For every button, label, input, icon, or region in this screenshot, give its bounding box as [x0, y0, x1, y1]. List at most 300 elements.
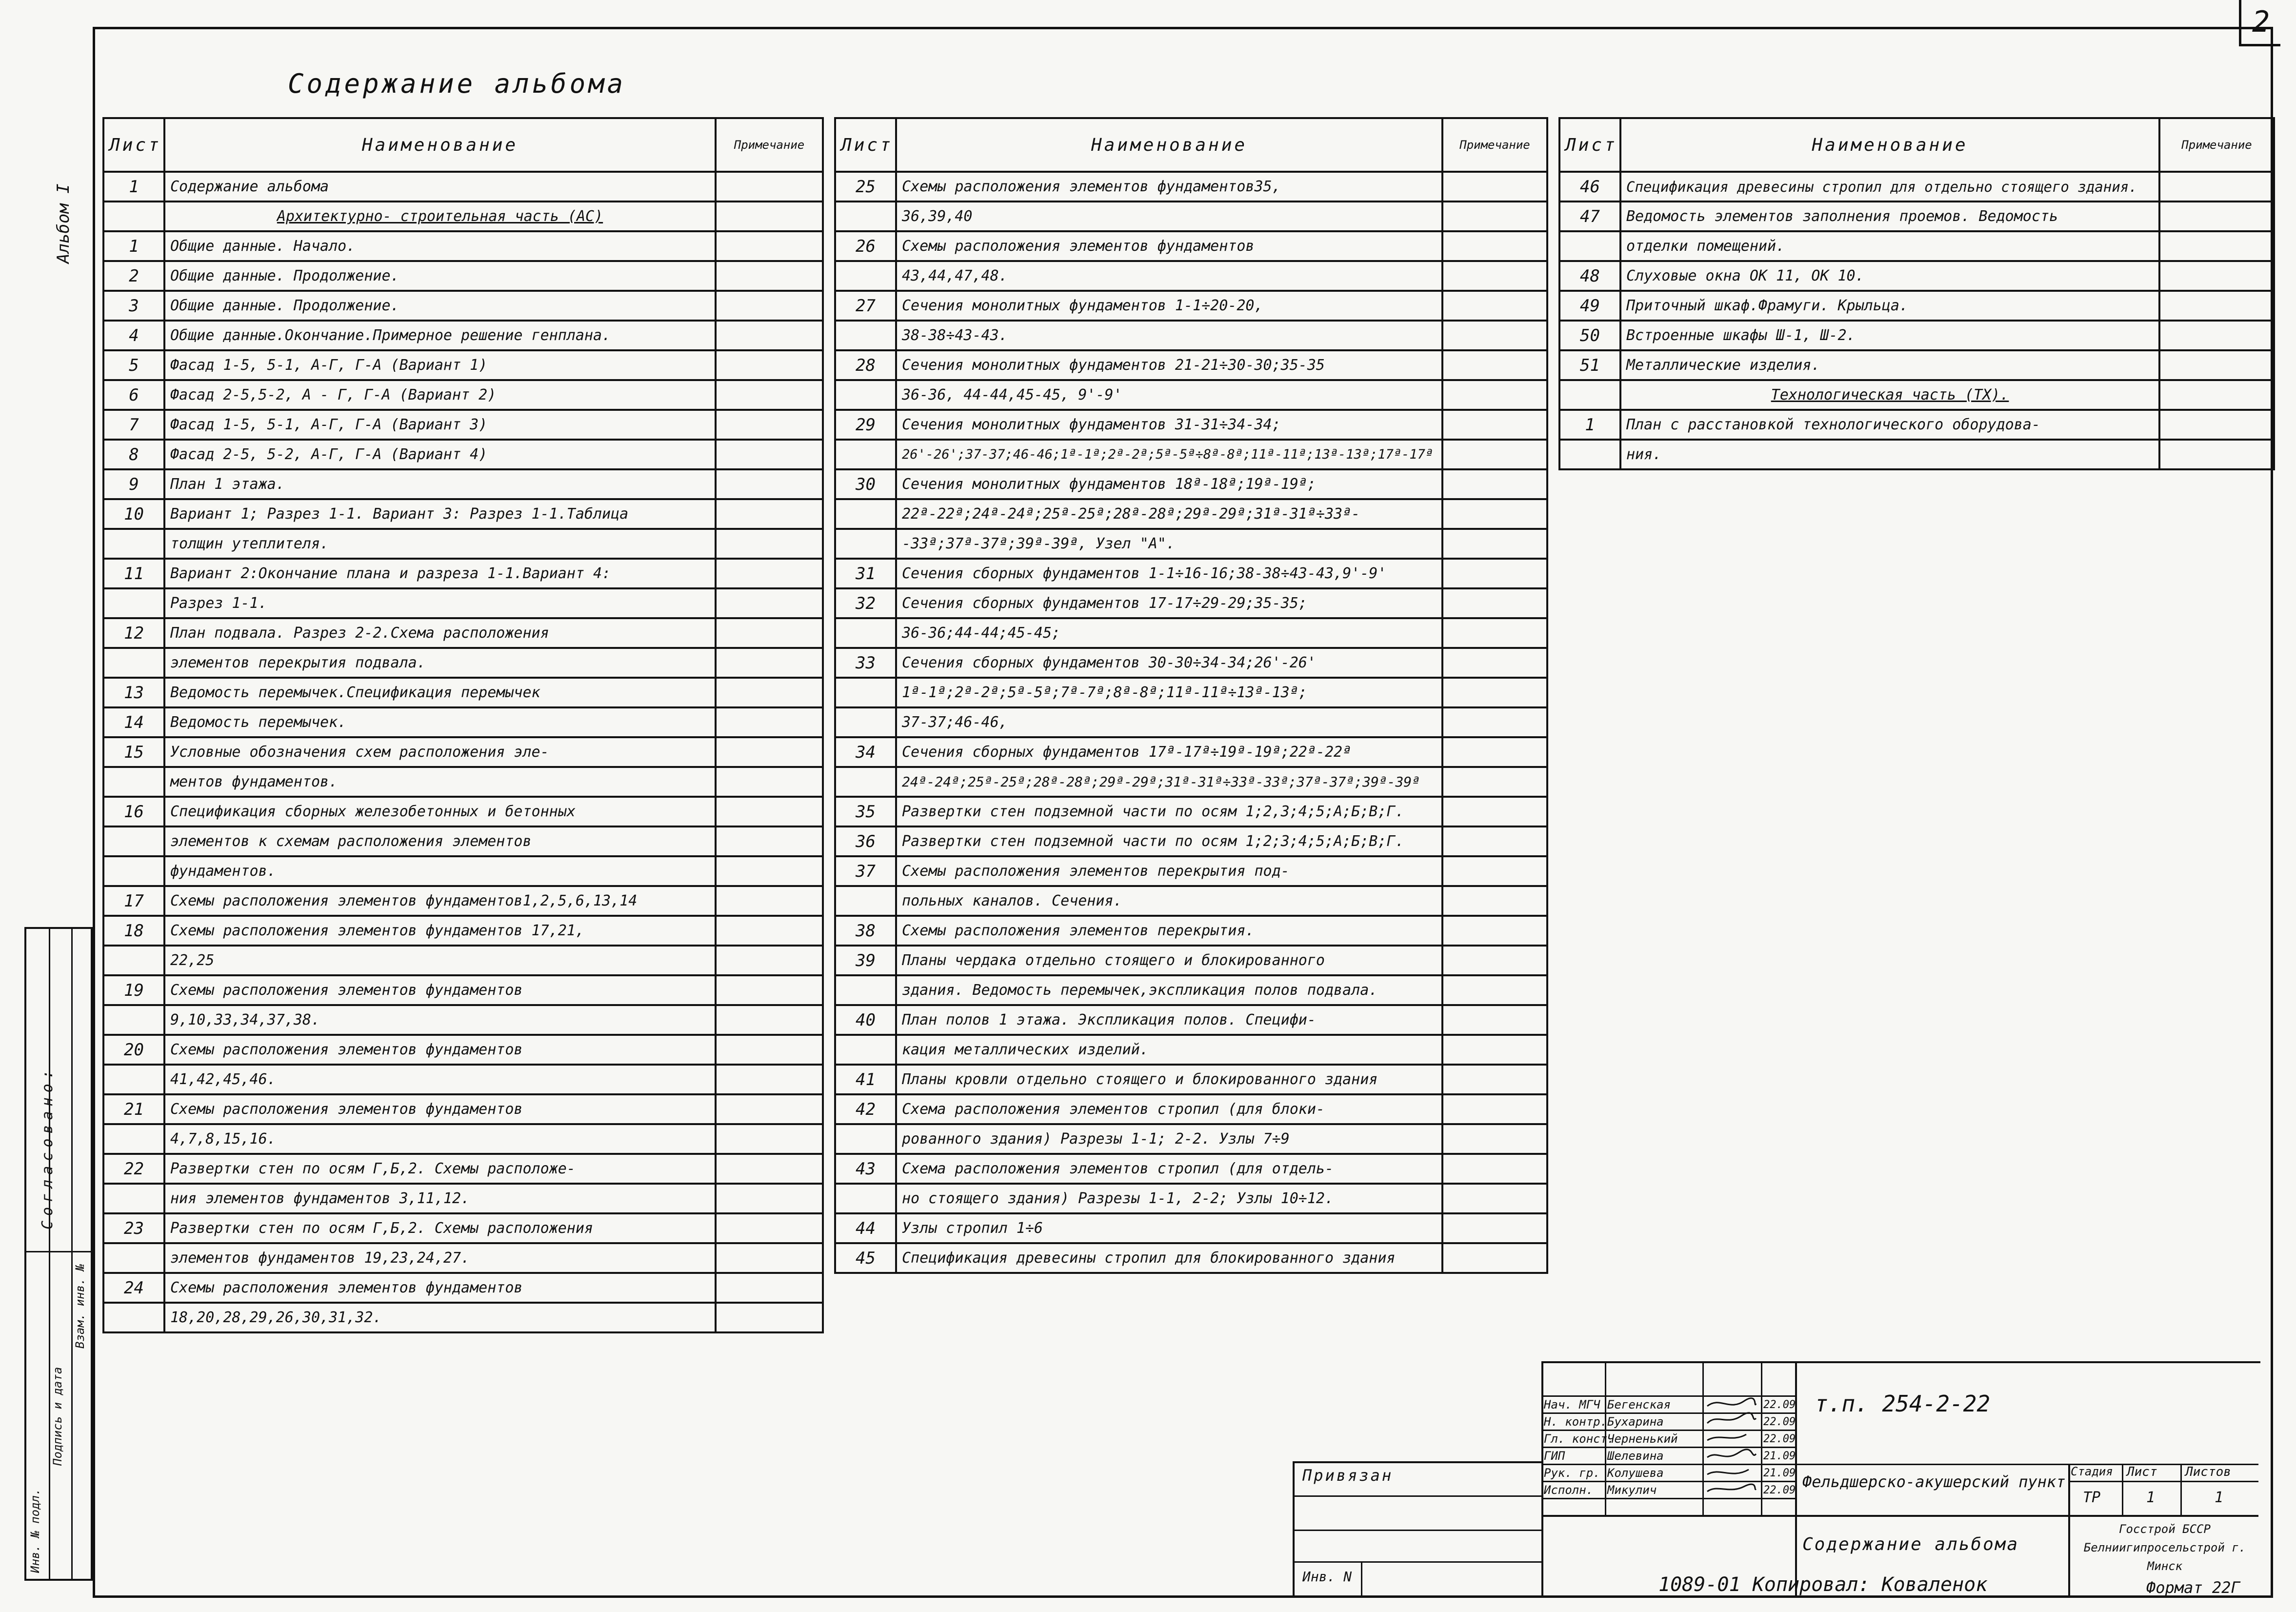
date-6: 22.09 [1763, 1484, 1796, 1496]
table-row [103, 618, 823, 648]
note-cell [2159, 291, 2274, 321]
stage-value: ТР [2083, 1489, 2101, 1506]
sheet-number-cell: 41 [835, 1065, 896, 1094]
table-row [835, 350, 1547, 380]
sheet-number-cell [835, 886, 896, 916]
sheet-name-cell: 36-36;44-44;45-45; [896, 618, 1442, 648]
sheet-name-cell: План с расстановкой технологического оборудова- [1620, 410, 2159, 440]
note-cell [716, 321, 823, 350]
table-row [103, 707, 823, 737]
sheet-name-cell: фундаментов. [164, 856, 716, 886]
sheet-name-cell: польных каналов. Сечения. [896, 886, 1442, 916]
approval-strip [24, 927, 93, 1581]
sheet-number-cell [835, 261, 896, 291]
table-row [103, 291, 823, 321]
sheet-number-cell: 11 [103, 559, 164, 588]
sheet-number-cell [835, 678, 896, 707]
sheet-number-cell [103, 1005, 164, 1035]
note-cell [716, 1273, 823, 1303]
table-row [835, 559, 1547, 588]
sheet-number-cell: 36 [835, 826, 896, 856]
sheet-name-cell: Сечения сборных фундаментов 17-17÷29-29;35-35; [896, 588, 1442, 618]
sheet-number-cell [103, 1124, 164, 1154]
sheet-name-cell: Планы чердака отдельно стоящего и блокированного [896, 946, 1442, 975]
note-cell [716, 856, 823, 886]
table-row [103, 886, 823, 916]
sheet-number-cell [1559, 231, 1620, 261]
table-row [835, 469, 1547, 499]
table-row [103, 1213, 823, 1243]
sheet-number: 2 [2252, 5, 2270, 39]
note-cell [716, 1035, 823, 1065]
sheet-name-cell: Схемы расположения элементов фундаментов [896, 231, 1442, 261]
sheet-name-cell: 4,7,8,15,16. [164, 1124, 716, 1154]
note-cell [716, 261, 823, 291]
note-cell [2159, 380, 2274, 410]
table-row [835, 440, 1547, 469]
table-row [835, 499, 1547, 529]
sheet-name-cell: Схема расположения элементов стропил (для блоки- [896, 1094, 1442, 1124]
name-6: Микулич [1607, 1483, 1657, 1497]
sheet-name-cell: элементов перекрытия подвала. [164, 648, 716, 678]
sheet-name-cell: 22ª-22ª;24ª-24ª;25ª-25ª;28ª-28ª;29ª-29ª;31ª-31ª÷33ª- [896, 499, 1442, 529]
sheet-name-cell: Ведомость элементов заполнения проемов. Ведомость [1620, 202, 2159, 231]
sheet-number-cell: 50 [1559, 321, 1620, 350]
sheet-number-cell: 20 [103, 1035, 164, 1065]
sheet-name-cell: Содержание альбома [164, 172, 716, 202]
sheet-name-cell: Сечения монолитных фундаментов 18ª-18ª;19ª-19ª; [896, 469, 1442, 499]
note-cell [1442, 499, 1547, 529]
note-cell [716, 678, 823, 707]
note-cell [716, 618, 823, 648]
date-2: 22.09 [1763, 1416, 1796, 1428]
sheet-name-cell: Схемы расположения элементов фундаментов1,2,5,6,13,14 [164, 886, 716, 916]
sheet-number-cell: 49 [1559, 291, 1620, 321]
table-row [1559, 380, 2274, 410]
table-row [103, 1184, 823, 1213]
sheet-number-cell [103, 826, 164, 856]
note-cell [716, 826, 823, 856]
sheet-number-cell: 40 [835, 1005, 896, 1035]
sheet-name-cell: 1ª-1ª;2ª-2ª;5ª-5ª;7ª-7ª;8ª-8ª;11ª-11ª÷13ª-13ª; [896, 678, 1442, 707]
table-row [103, 1273, 823, 1303]
sheet-name-cell: План полов 1 этажа. Экспликация полов. Специфи- [896, 1005, 1442, 1035]
sheet-number-cell [835, 1184, 896, 1213]
sheet-number-cell [1559, 440, 1620, 469]
table-row [103, 975, 823, 1005]
note-cell [1442, 707, 1547, 737]
sheet-number-cell: 35 [835, 797, 896, 826]
table-row [835, 678, 1547, 707]
role-ispoln: Исполн. [1544, 1483, 1594, 1497]
table-row [103, 797, 823, 826]
title-block [1293, 1361, 2258, 1595]
note-cell [716, 1213, 823, 1243]
note-cell [2159, 350, 2274, 380]
note-cell [2159, 410, 2274, 440]
sheet-number-cell [835, 321, 896, 350]
table-row [835, 1005, 1547, 1035]
sheet-number-cell [103, 767, 164, 797]
copy-note: 1089-01 Копировал: Коваленок [1658, 1573, 1988, 1596]
format-label: Формат 22Г [2146, 1578, 2240, 1597]
sheet-number-cell: 12 [103, 618, 164, 648]
table-row [103, 1094, 823, 1124]
table-row [835, 797, 1547, 826]
table-row [103, 559, 823, 588]
sheet-name-cell: 26'-26';37-37;46-46;1ª-1ª;2ª-2ª;5ª-5ª÷8ª-8ª;11ª-11ª;13ª-13ª;17ª-17ª [896, 440, 1442, 469]
sheet-number-cell [103, 1065, 164, 1094]
sheet-number-cell: 19 [103, 975, 164, 1005]
note-cell [716, 172, 823, 202]
table-row [103, 1243, 823, 1273]
note-cell [716, 886, 823, 916]
sheet-number-cell [103, 946, 164, 975]
sheet-name-cell: здания. Ведомость перемычек,экспликация полов подвала. [896, 975, 1442, 1005]
note-cell [1442, 261, 1547, 291]
sheet-name-cell: Технологическая часть (ТХ). [1620, 380, 2159, 410]
note-cell [1442, 767, 1547, 797]
table-row [103, 321, 823, 350]
table-row [103, 856, 823, 886]
table-row [835, 1154, 1547, 1184]
project-code: т.п. 254-2-22 [1815, 1390, 1991, 1417]
name-3: Черненький [1607, 1432, 1678, 1446]
note-cell [716, 1303, 823, 1332]
note-cell [1442, 648, 1547, 678]
sheet-number-cell: 34 [835, 737, 896, 767]
col-note-header: Примечание [716, 118, 823, 172]
col-sheet-header: Лист [103, 118, 164, 172]
note-cell [1442, 291, 1547, 321]
side-album-label: Альбом I [54, 183, 73, 263]
sheet-name-cell: Схемы расположения элементов фундаментов [164, 1094, 716, 1124]
note-cell [716, 291, 823, 321]
table-row [1559, 440, 2274, 469]
sheet-number-cell: 1 [103, 231, 164, 261]
sheet-number-cell: 42 [835, 1094, 896, 1124]
note-cell [1442, 469, 1547, 499]
table-row [103, 469, 823, 499]
note-cell [1442, 975, 1547, 1005]
sheet-number-cell: 1 [1559, 410, 1620, 440]
sheet-name-cell: 37-37;46-46, [896, 707, 1442, 737]
sheets-label: Листов [2185, 1465, 2231, 1479]
note-cell [1442, 618, 1547, 648]
sheet-number-cell [835, 499, 896, 529]
table-row [835, 231, 1547, 261]
note-cell [1442, 1065, 1547, 1094]
table-row [103, 916, 823, 946]
sheet-number-cell: 6 [103, 380, 164, 410]
sheet-number-cell: 1 [103, 172, 164, 202]
sheet-name-cell: Развертки стен по осям Г,Б,2. Схемы расположения [164, 1213, 716, 1243]
table-row [835, 856, 1547, 886]
note-cell [1442, 1124, 1547, 1154]
note-cell [1442, 231, 1547, 261]
sheet-name-cell: Условные обозначения схем расположения эле- [164, 737, 716, 767]
sheet-number-cell [1559, 380, 1620, 410]
note-cell [2159, 440, 2274, 469]
table-row [835, 737, 1547, 767]
table-row [1559, 291, 2274, 321]
table-row [835, 172, 1547, 202]
sheet-number-cell: 43 [835, 1154, 896, 1184]
sheet-name-cell: Ведомость перемычек.Спецификация перемычек [164, 678, 716, 707]
table-row [835, 1124, 1547, 1154]
inv-number-label: Инв. № подл. [28, 1488, 42, 1573]
sheet-number-cell [103, 1184, 164, 1213]
sheet-number-cell [835, 707, 896, 737]
col-name-header: Наименование [164, 118, 716, 172]
table-row [835, 975, 1547, 1005]
sheet-name-cell: План 1 этажа. [164, 469, 716, 499]
table-row [835, 767, 1547, 797]
note-cell [716, 588, 823, 618]
sheet-name-cell: элементов к схемам расположения элементов [164, 826, 716, 856]
note-cell [716, 529, 823, 559]
table-row [835, 1184, 1547, 1213]
sheet-name-cell: Развертки стен подземной части по осям 1;2;3;4;5;А;Б;В;Г. [896, 826, 1442, 856]
table-row [835, 321, 1547, 350]
sheet-number-cell: 17 [103, 886, 164, 916]
table-row [835, 1035, 1547, 1065]
sheet-name-cell: 36-36, 44-44,45-45, 9'-9' [896, 380, 1442, 410]
note-cell [2159, 231, 2274, 261]
sheet-number-cell: 33 [835, 648, 896, 678]
table-row [835, 886, 1547, 916]
table-row [103, 1154, 823, 1184]
sheet-number-cell [835, 1035, 896, 1065]
sheet-name-cell: Планы кровли отдельно стоящего и блокированного здания [896, 1065, 1442, 1094]
sheet-name-cell: Архитектурно- строительная часть (АС) [164, 202, 716, 231]
sheet-name-cell: Схемы расположения элементов фундаментов [164, 975, 716, 1005]
table-row [103, 946, 823, 975]
sheet-number-cell: 30 [835, 469, 896, 499]
sheet-number-cell: 9 [103, 469, 164, 499]
sheet-name-cell: Узлы стропил 1÷6 [896, 1213, 1442, 1243]
sheet-number-cell: 15 [103, 737, 164, 767]
sheet-name-cell: Слуховые окна ОК 11, ОК 10. [1620, 261, 2159, 291]
contents-table-2 [834, 117, 1548, 1274]
table-row [103, 1124, 823, 1154]
note-cell [1442, 946, 1547, 975]
sheet-name-cell: Сечения сборных фундаментов 1-1÷16-16;38-38÷43-43,9'-9' [896, 559, 1442, 588]
inv-label: Инв. N [1302, 1569, 1352, 1585]
table-row [1559, 321, 2274, 350]
table-row [103, 588, 823, 618]
sheet-number-cell [835, 202, 896, 231]
sheet-name-cell: Металлические изделия. [1620, 350, 2159, 380]
table-row [835, 202, 1547, 231]
sheet-name-cell: Развертки стен подземной части по осям 1;2,3;4;5;А;Б;В;Г. [896, 797, 1442, 826]
col-sheet-header: Лист [1559, 118, 1620, 172]
sheet-name-cell: Схема расположения элементов стропил (для отдель- [896, 1154, 1442, 1184]
sheet-number-cell: 26 [835, 231, 896, 261]
signatures [1705, 1396, 1758, 1499]
sheet-name-cell: Приточный шкаф.Фрамуги. Крыльца. [1620, 291, 2159, 321]
sheet-name-cell: Схемы расположения элементов перекрытия под- [896, 856, 1442, 886]
agreed-label: Согласовано: [39, 1065, 56, 1229]
table-row [103, 678, 823, 707]
note-cell [716, 1094, 823, 1124]
table-row [103, 172, 823, 202]
note-cell [1442, 826, 1547, 856]
role-gip: ГИП [1544, 1449, 1565, 1463]
role-glkonst: Гл. конст. [1544, 1432, 1615, 1446]
sheet-number-cell [835, 380, 896, 410]
note-cell [2159, 261, 2274, 291]
sheet-name-cell: Спецификация древесины стропил для блокированного здания [896, 1243, 1442, 1273]
sheet-number-cell: 24 [103, 1273, 164, 1303]
sheet-name-cell: Общие данные. Продолжение. [164, 261, 716, 291]
col-name-header: Наименование [896, 118, 1442, 172]
note-cell [1442, 410, 1547, 440]
table-row [103, 350, 823, 380]
name-2: Бухарина [1607, 1415, 1664, 1429]
note-cell [1442, 797, 1547, 826]
sheet-name-cell: Встроенные шкафы Ш-1, Ш-2. [1620, 321, 2159, 350]
date-5: 21.09 [1763, 1467, 1796, 1479]
sheet-name-cell: Схемы расположения элементов фундаментов 17,21, [164, 916, 716, 946]
table-row [835, 618, 1547, 648]
table-row [103, 826, 823, 856]
sheet-name-cell: Сечения монолитных фундаментов 1-1÷20-20, [896, 291, 1442, 321]
note-cell [1442, 1243, 1547, 1273]
sheet-number-cell: 25 [835, 172, 896, 202]
sheet-title: Содержание альбома [1802, 1534, 2019, 1554]
col-name-header: Наименование [1620, 118, 2159, 172]
sheet-name-cell: Сечения сборных фундаментов 17ª-17ª÷19ª-19ª;22ª-22ª [896, 737, 1442, 767]
sheet-name-cell: но стоящего здания) Разрезы 1-1, 2-2; Узлы 10÷12. [896, 1184, 1442, 1213]
note-cell [1442, 886, 1547, 916]
sheet-name-cell: кация металлических изделий. [896, 1035, 1442, 1065]
table-row [835, 648, 1547, 678]
sheet-name-cell: элементов фундаментов 19,23,24,27. [164, 1243, 716, 1273]
note-cell [1442, 1005, 1547, 1035]
sheet-name-cell: Спецификация древесины стропил для отдельно стоящего здания. [1620, 172, 2159, 202]
sheet-name-cell: План подвала. Разрез 2-2.Схема расположения [164, 618, 716, 648]
table-row [103, 410, 823, 440]
col-note-header: Примечание [2159, 118, 2274, 172]
sheet-name-cell: Общие данные. Продолжение. [164, 291, 716, 321]
sheet-name-cell: Фасад 1-5, 5-1, А-Г, Г-А (Вариант 3) [164, 410, 716, 440]
note-cell [716, 350, 823, 380]
sheet-name-cell: Общие данные. Начало. [164, 231, 716, 261]
col-note-header: Примечание [1442, 118, 1547, 172]
sheet-number-cell [835, 767, 896, 797]
note-cell [1442, 1094, 1547, 1124]
table-row [1559, 410, 2274, 440]
note-cell [1442, 1213, 1547, 1243]
sheet-number-cell [835, 1124, 896, 1154]
sheet-number-cell: 7 [103, 410, 164, 440]
table-row [103, 767, 823, 797]
sheet-number-cell: 18 [103, 916, 164, 946]
sheet-name-cell: Фасад 2-5,5-2, А - Г, Г-А (Вариант 2) [164, 380, 716, 410]
date-4: 21.09 [1763, 1450, 1796, 1462]
note-cell [1442, 1035, 1547, 1065]
sheet-number-cell [835, 618, 896, 648]
sheet-name-cell: Вариант 2:Окончание плана и разреза 1-1.Вариант 4: [164, 559, 716, 588]
organization: Госстрой БССР Белниигипросельстрой г. Минск [2083, 1522, 2246, 1573]
sheet-number-cell: 48 [1559, 261, 1620, 291]
note-cell [716, 648, 823, 678]
contents-table-3 [1558, 117, 2275, 470]
replace-inv-label: Взам. инв. № [73, 1264, 87, 1349]
table-row [1559, 261, 2274, 291]
note-cell [2159, 321, 2274, 350]
signature-date-label: Подпись и дата [51, 1367, 64, 1466]
sheet-name-cell: Сечения монолитных фундаментов 21-21÷30-30;35-35 [896, 350, 1442, 380]
stage-label: Стадия [2071, 1465, 2113, 1478]
sheet-number-cell: 23 [103, 1213, 164, 1243]
note-cell [1442, 350, 1547, 380]
sheet-number-cell: 45 [835, 1243, 896, 1273]
sheet-number-cell: 51 [1559, 350, 1620, 380]
sheet-name-cell: ния элементов фундаментов 3,11,12. [164, 1184, 716, 1213]
note-cell [716, 797, 823, 826]
sheet-name-cell: 38-38÷43-43. [896, 321, 1442, 350]
sheet-number-cell: 2 [103, 261, 164, 291]
note-cell [716, 737, 823, 767]
sheet-number-cell: 32 [835, 588, 896, 618]
sheet-name-cell: ментов фундаментов. [164, 767, 716, 797]
note-cell [716, 410, 823, 440]
sheet-number-cell [103, 529, 164, 559]
name-1: Бегенская [1607, 1398, 1671, 1411]
sheet-name-cell: 43,44,47,48. [896, 261, 1442, 291]
note-cell [716, 1124, 823, 1154]
sheet-number-cell: 10 [103, 499, 164, 529]
table-row [103, 499, 823, 529]
note-cell [1442, 440, 1547, 469]
sheet-number-cell: 38 [835, 916, 896, 946]
sheet-number-cell: 3 [103, 291, 164, 321]
sheet-number-cell [835, 529, 896, 559]
table-row [103, 231, 823, 261]
sheet-name-cell: толщин утеплителя. [164, 529, 716, 559]
table-row [103, 1065, 823, 1094]
note-cell [716, 202, 823, 231]
note-cell [1442, 1184, 1547, 1213]
sheet-name-cell: 18,20,28,29,26,30,31,32. [164, 1303, 716, 1332]
table-row [835, 1243, 1547, 1273]
stamp-dates [1763, 1396, 1796, 1499]
table-row [1559, 172, 2274, 202]
sheet-number-cell: 37 [835, 856, 896, 886]
sheet-number-cell [103, 1303, 164, 1332]
col-sheet-header: Лист [835, 118, 896, 172]
note-cell [1442, 678, 1547, 707]
sheet-name-cell: Вариант 1; Разрез 1-1. Вариант 3: Разрез 1-1.Таблица [164, 499, 716, 529]
note-cell [1442, 1154, 1547, 1184]
note-cell [716, 499, 823, 529]
project-name: Фельдшерско-акушерский пункт [1802, 1472, 2066, 1491]
table-row [835, 1065, 1547, 1094]
sheet-number-cell: 4 [103, 321, 164, 350]
table-row [835, 380, 1547, 410]
date-3: 22.09 [1763, 1433, 1796, 1445]
table-row [1559, 231, 2274, 261]
sheet-number-cell: 28 [835, 350, 896, 380]
note-cell [716, 231, 823, 261]
sheet-name-cell: Фасад 2-5, 5-2, А-Г, Г-А (Вариант 4) [164, 440, 716, 469]
sheet-name-cell: Схемы расположения элементов фундаментов35, [896, 172, 1442, 202]
note-cell [716, 1005, 823, 1035]
sheet-name-cell: -33ª;37ª-37ª;39ª-39ª, Узел "А". [896, 529, 1442, 559]
table-row [835, 916, 1547, 946]
